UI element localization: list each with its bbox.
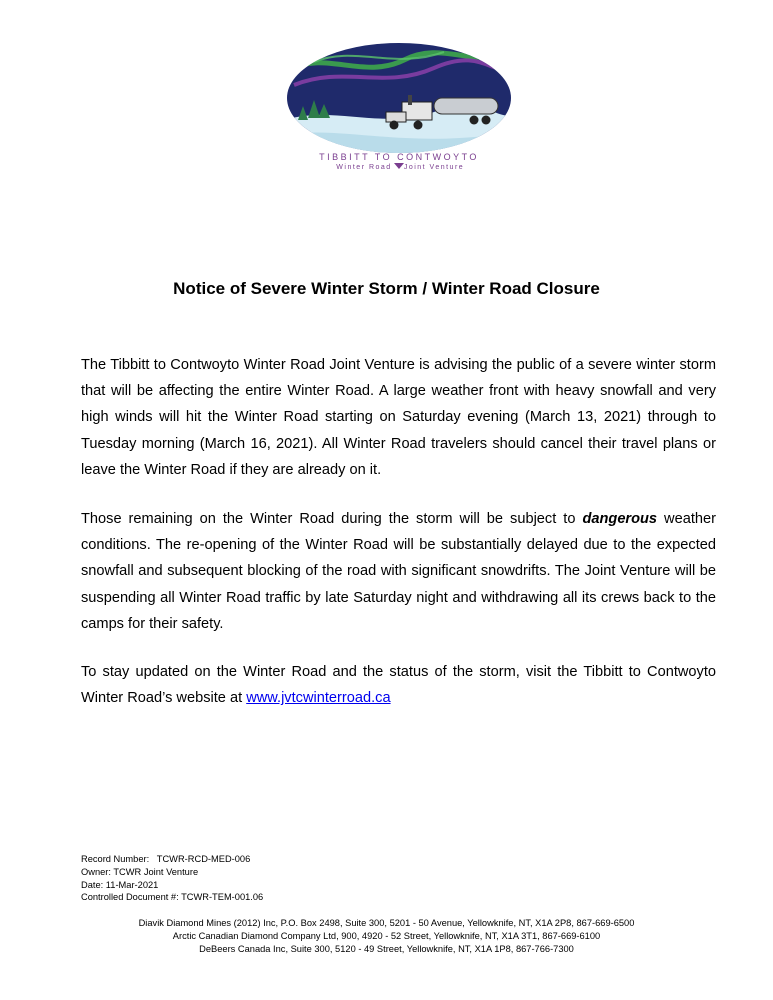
address-debeers: DeBeers Canada Inc, Suite 300, 5120 - 49 Street, Yellowknife, NT, X1A 1P8, 867-766-7300 xyxy=(199,944,574,954)
notice-title: Notice of Severe Winter Storm / Winter Road Closure xyxy=(173,279,600,298)
paragraph-text: weather conditions. The re-opening of the Winter Road will be substantially delayed due to the expected snowfall and subsequent blocking of the road with significant snowdrifts. The Joint Venture will be suspending all Winter Road traffic by late Saturday night and withdrawing all its crews back to the camps for their safety. xyxy=(81,511,716,632)
address-arctic-canadian: Arctic Canadian Diamond Company Ltd, 900, 4920 - 52 Street, Yellowknife, NT, X1A 3T1, 867-669-6100 xyxy=(172,931,601,941)
paragraph-text: Those remaining on the Winter Road during the storm will be subject to xyxy=(81,511,583,527)
logo-graphic xyxy=(284,40,514,170)
paragraph-text: To stay updated on the Winter Road and the status of the storm, visit the Tibbitt to Contwoyto xyxy=(81,664,716,680)
record-number: Record Number: TCWR-RCD-MED-006 xyxy=(81,854,251,864)
diamond-icon xyxy=(394,163,404,169)
address-diavik: Diavik Diamond Mines (2012) Inc, P.O. Box 2498, Suite 300, 5201 - 50 Avenue, Yellowknife, NT, X1A 2P8, 867-669-6500 xyxy=(138,918,635,928)
paragraph-storm-advisory: The Tibbitt to Contwoyto Winter Road Joint Venture is advising the public of a severe winter storm that will be affecting the entire Winter Road. A large weather front with heavy snowfall and very high winds will hit the Winter Road starting on Saturday evening (March 13, 2021) through to Tuesday morning (March 16, 2021). All Winter Road travelers should cancel their travel plans or leave the Winter Road if they are already on it. xyxy=(81,357,716,478)
paragraph-text: Winter Road’s website at xyxy=(81,690,247,707)
logo-name-line2-right: Joint Venture xyxy=(403,164,465,170)
record-date: Date: 11-Mar-2021 xyxy=(81,879,159,890)
controlled-document-number: Controlled Document #: TCWR-TEM-001.06 xyxy=(81,892,264,903)
company-addresses xyxy=(0,917,773,956)
paragraph-stay-updated xyxy=(81,659,716,711)
website-link[interactable]: www.jvtcwinterroad.ca xyxy=(246,690,391,707)
logo-name-line2-left: Winter Road xyxy=(336,164,392,170)
paragraph-dangerous-conditions xyxy=(81,506,716,637)
tcwr-logo xyxy=(284,40,514,170)
emphasis-dangerous: dangerous xyxy=(582,511,658,527)
logo-name-line1: TIBBITT TO CONTWOYTO xyxy=(319,152,479,162)
record-owner: Owner: TCWR Joint Venture xyxy=(81,866,199,877)
record-info xyxy=(81,853,263,904)
